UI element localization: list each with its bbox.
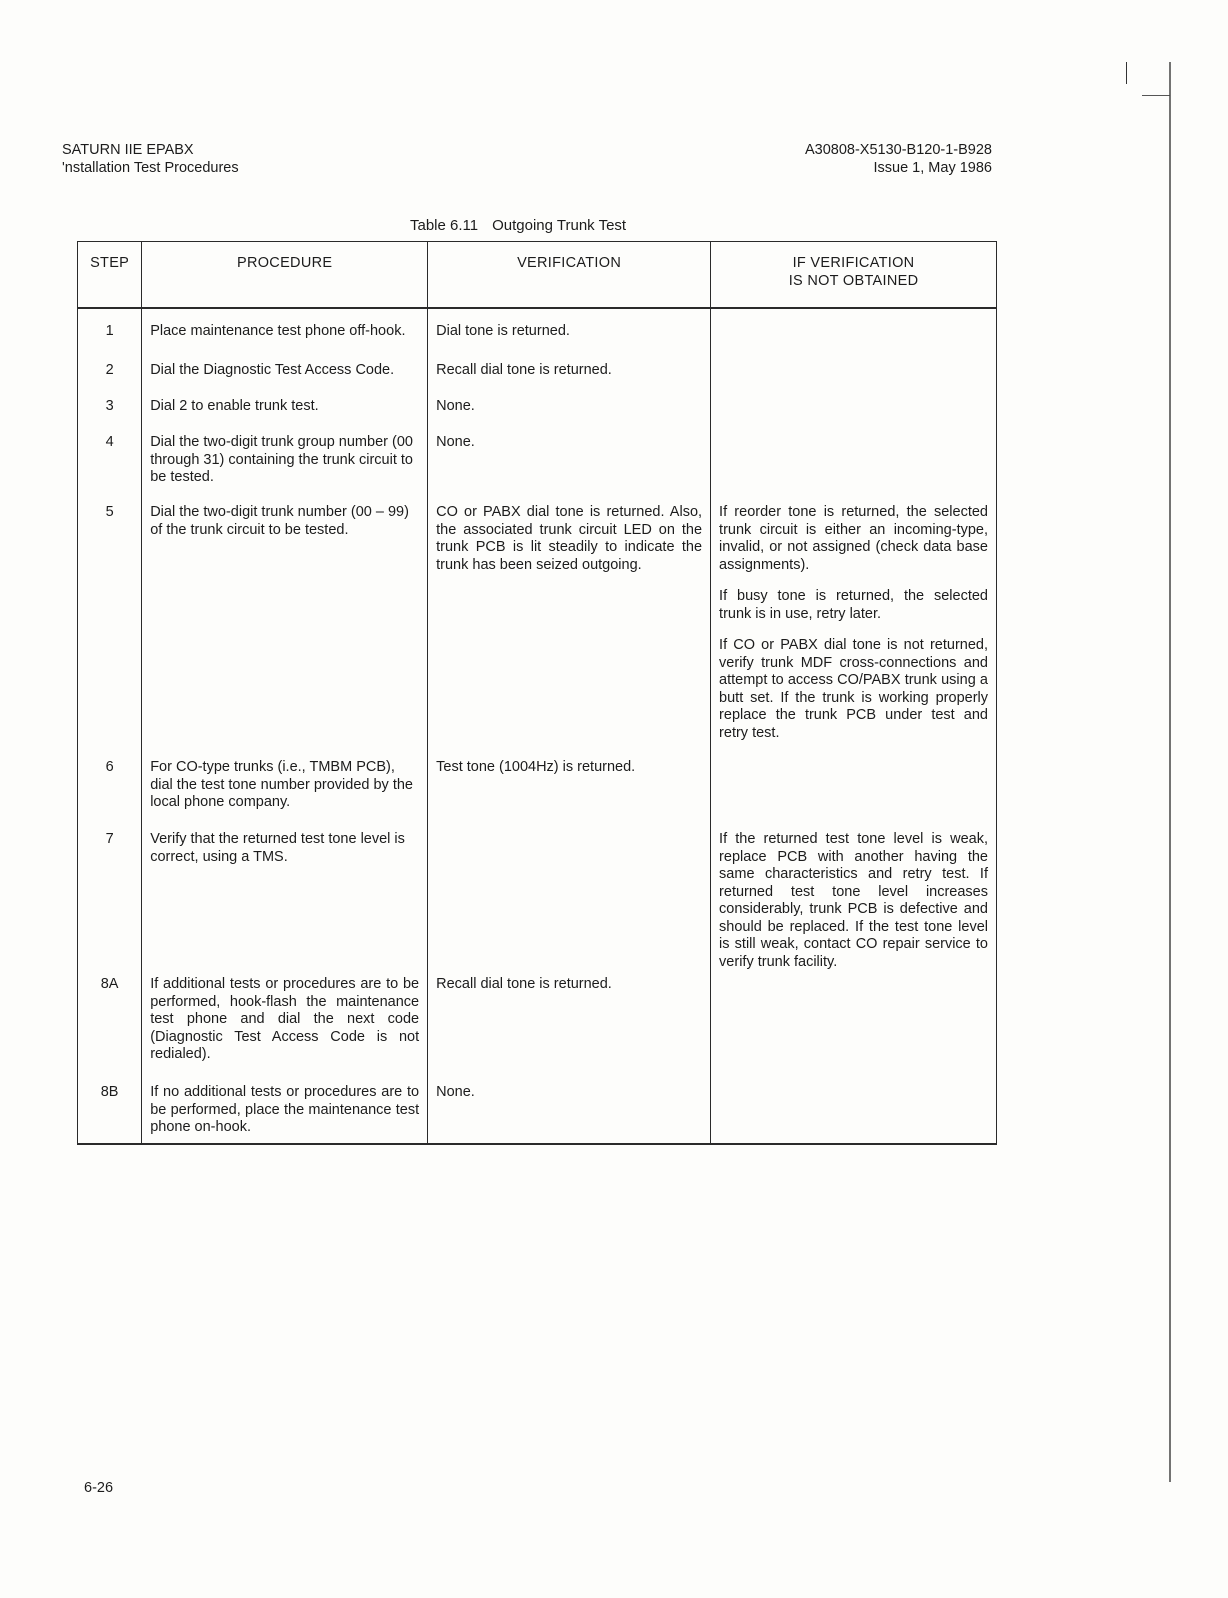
verification-cell: Dial tone is returned. — [428, 308, 711, 362]
procedure-cell: Place maintenance test phone off-hook. — [142, 308, 428, 362]
verification-cell — [428, 831, 711, 976]
step-cell: 6 — [78, 759, 142, 831]
verification-cell: None. — [428, 434, 711, 504]
table-row — [78, 398, 997, 434]
procedure-cell: If no additional tests or procedures are to be performed, place the maintenance test phone on-hook. — [142, 1084, 428, 1144]
document-header-right — [805, 141, 992, 177]
table-row — [78, 308, 997, 362]
procedure-cell: Dial the two-digit trunk group number (00 through 31) containing the trunk circuit to be tested. — [142, 434, 428, 504]
page-number: 6-26 — [84, 1480, 114, 1496]
procedure-cell: If additional tests or procedures are to be performed, hook-flash the maintenance test phone and dial the next code (Diagnostic Test Access Code is not redialed). — [142, 976, 428, 1084]
document-number: A30808-X5130-B120-1-B928 — [804, 142, 992, 158]
fail-paragraph: If the returned test tone level is weak, replace PCB with another having the same characteristics and retry test. If returned test tone level increases considerably, trunk PCB is defective and should be replaced. If the test tone level is still weak, contact CO repair service to verify trunk facility. — [719, 831, 988, 970]
change-bar — [1169, 62, 1171, 1482]
section-name: 'nstallation Test Procedures — [62, 160, 239, 176]
verification-cell: Test tone (1004Hz) is returned. — [428, 759, 711, 831]
step-cell: 1 — [78, 308, 142, 362]
margin-dash-mark — [1142, 95, 1170, 96]
table-title: Outgoing Trunk Test — [492, 217, 627, 234]
table-caption — [410, 217, 626, 234]
table-row — [78, 504, 997, 759]
header-procedure: PROCEDURE — [142, 242, 428, 309]
fail-paragraph: If reorder tone is returned, the selected trunk circuit is either an incoming-type, invalid, or not assigned (check data base assignments). — [719, 504, 988, 573]
step-cell: 4 — [78, 434, 142, 504]
fail-cell — [711, 308, 997, 362]
table-row — [78, 362, 997, 398]
procedure-cell: For CO-type trunks (i.e., TMBM PCB), dial the test tone number provided by the local phone company. — [142, 759, 428, 831]
procedure-cell: Dial the Diagnostic Test Access Code. — [142, 362, 428, 398]
product-name: SATURN IIE EPABX — [62, 142, 194, 158]
table-row — [78, 976, 997, 1084]
verification-cell: Recall dial tone is returned. — [428, 976, 711, 1084]
fail-paragraph: If CO or PABX dial tone is not returned, verify trunk MDF cross-connections and attempt to access CO/PABX trunk using a butt set. If the trunk is working properly replace the trunk PCB under test and retry test. — [719, 637, 988, 741]
fail-cell — [711, 831, 997, 976]
step-cell: 8A — [78, 976, 142, 1084]
procedure-cell: Dial 2 to enable trunk test. — [142, 398, 428, 434]
table-row — [78, 759, 997, 831]
verification-cell: Recall dial tone is returned. — [428, 362, 711, 398]
step-cell: 8B — [78, 1084, 142, 1144]
header-fail-line2: IS NOT OBTAINED — [788, 272, 919, 289]
table-row — [78, 831, 997, 976]
verification-cell: None. — [428, 1084, 711, 1144]
fail-cell — [711, 398, 997, 434]
fail-cell — [711, 434, 997, 504]
margin-tick-mark — [1126, 62, 1127, 84]
fail-paragraph: If busy tone is returned, the selected trunk is in use, retry later. — [719, 588, 988, 622]
table-number: Table 6.11 — [410, 217, 479, 234]
step-cell: 3 — [78, 398, 142, 434]
step-cell: 5 — [78, 504, 142, 759]
fail-cell — [711, 976, 997, 1084]
document-header-left — [62, 141, 239, 177]
step-cell: 7 — [78, 831, 142, 976]
header-verification: VERIFICATION — [428, 242, 711, 309]
fail-cell — [711, 504, 997, 759]
verification-cell: None. — [428, 398, 711, 434]
procedure-cell: Verify that the returned test tone level is correct, using a TMS. — [142, 831, 428, 976]
table-row — [78, 1084, 997, 1144]
procedure-table — [77, 241, 997, 1145]
table-row — [78, 434, 997, 504]
fail-cell — [711, 362, 997, 398]
table-header-row — [78, 242, 997, 309]
procedure-cell: Dial the two-digit trunk number (00 – 99) of the trunk circuit to be tested. — [142, 504, 428, 759]
verification-cell: CO or PABX dial tone is returned. Also, the associated trunk circuit LED on the trunk PCB is lit steadily to indicate the trunk has been seized outgoing. — [428, 504, 711, 759]
header-step: STEP — [78, 242, 142, 309]
step-cell: 2 — [78, 362, 142, 398]
header-if-not-obtained — [711, 242, 997, 309]
issue-date: Issue 1, May 1986 — [873, 160, 992, 176]
header-fail-line1: IF VERIFICATION — [792, 255, 915, 271]
fail-cell — [711, 759, 997, 831]
fail-cell — [711, 1084, 997, 1144]
